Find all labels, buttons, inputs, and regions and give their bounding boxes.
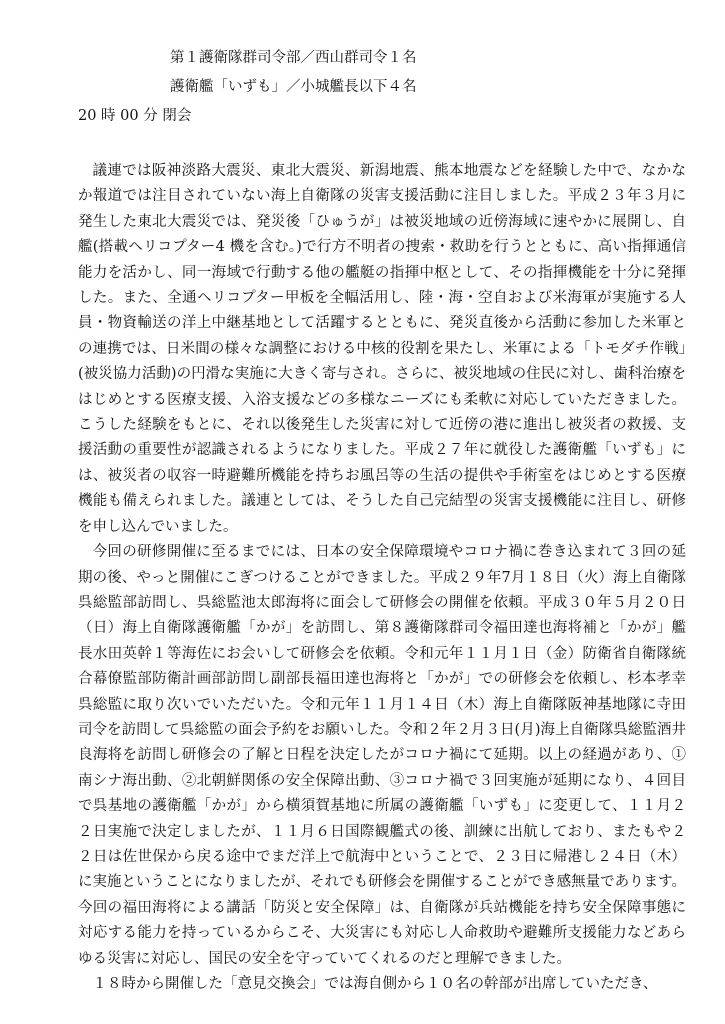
paragraph-disaster-support: 議連では阪神淡路大震災、東北大震災、新潟地震、熊本地震などを経験した中で、なかなか報道では注目されていない海上自衛隊の災害支援活動に注目しました。平成２３年３月に発生した東北大震災では、発災後「ひゅうが」は被災地域の近傍海域に速やかに展開し、自艦(搭載ヘリコプター4 機を含む。)で行方不明者の捜索・救助を行うとともに、高い指揮通信能力を活かし、同一海域で行動する他の艦艇の指揮中枢として、その指揮機能を十分に発揮した。また、全通ヘリコプター甲板を全幅活用し、陸・海・空自および米海軍が実施する人員・物資輸送の洋上中継基地として活躍するとともに、発災直後から活動に参加した米軍との連携では、日米間の様々な調整における中核的役割を果たし、米軍による「トモダチ作戦」(被災協力活動)の円滑な実施に大きく寄与され。さらに、被災地域の住民に対し、歯科治療をはじめとする医療支援、入浴支援などの多様なニーズにも柔軟に対応していただきました。こうした経験をもとに、それ以後発生した災害に対して近傍の港に進出し被災者の救援、支援活動の重要性が認識されるようになりました。平成２７年に就役した護衛艦「いずも」には、被災者の収容一時避難所機能を持ちお風呂等の生活の提供や手術室をはじめとする医療機能も備えられました。議連としては、そうした自己完結型の災害支援機能に注目し、研修を申し込んでいました。 [78,163,686,535]
attendee-line-fleet-hq: 第１護衛隊群司令部／西山群司令１名 [170,50,417,66]
section-gap [78,131,686,159]
paragraph-training-history: 今回の研修開催に至るまでには、日本の安全保障環境やコロナ禍に巻き込まれて３回の延期の後、やっと開催にこぎつけることができました。平成２９年7月１８日（火）海上自衛隊呉総監部訪問し、呉総監池太郎海将に面会して研修会の開催を依頼。平成３０年５月２０日（日）海上自衛隊護衛艦「かが」を訪問し、第８護衛隊群司令福田達也海将補と「かが」艦長水田英幹１等海佐にお会いして研修会を依頼。令和元年１１月１日（金）防衛省自衛隊統合幕僚監部防衛計画部訪問し副部長福田達也海将と「かが」での研修会を依頼し、杉本孝幸呉総監に取り次いでいただいた。令和元年１１月１４日（木）海上自衛隊阪神基地隊に寺田司令を訪問して呉総監の面会予約をお願いした。令和２年２月３日(月)海上自衛隊呉総監酒井良海将を訪問し研修会の了解と日程を決定したがコロナ禍にて延期。以上の経過があり、①南シナ海出動、②北朝鮮関係の安全保障出動、③コロナ禍で３回実施が延期になり、４回目で呉基地の護衛艦「かが」から横須賀基地に所属の護衛艦「いずも」に変更して、１１月２２日実施で決定しましたが、１１月６日国際観艦式の後、訓練に出航しており、またもや２２日は佐世保から戻る途中でまだ洋上で航海中ということで、２３日に帰港し２４日（木）に実施ということになりましたが、それでも研修会を開催することができ感無量であります。今回の福田海将による講話「防災と安全保障」は、自衛隊が兵站機能を持ち安全保障事態に対応する能力を持っているからこそ、大災害にも対応し人命救助や避難所支援能力などあらゆる災害に対応し、国民の安全を守っていてくれるのだと理解できました。 [78,544,686,967]
closing-time: 20 時 00 分 閉会 [78,108,192,124]
attendee-line-izumo: 護衛艦「いずも」／小城艦長以下４名 [170,79,417,95]
document-page [78,44,686,997]
paragraph-exchange-meeting: １８時から開催した「意見交換会」では海自側から１０名の幹部が出席していただき、 [92,976,658,992]
